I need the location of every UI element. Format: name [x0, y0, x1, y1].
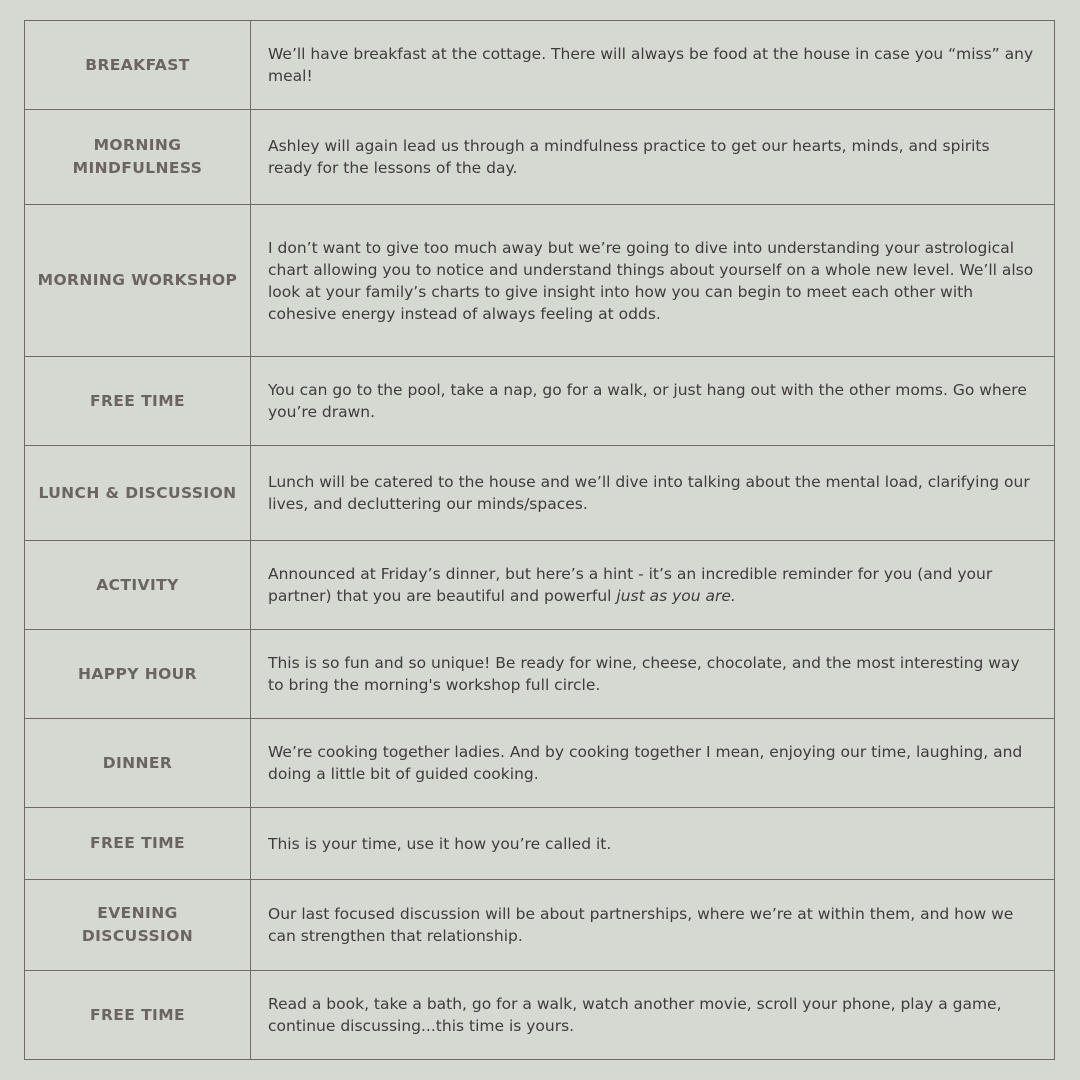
row-label-cell: [25, 719, 251, 808]
table-row: [25, 110, 1055, 205]
table-row: [25, 357, 1055, 446]
table-row: [25, 808, 1055, 880]
row-label: MORNING MINDFULNESS: [72, 136, 203, 177]
row-description: We’ll have breakfast at the cottage. There will always be food at the house in case you “miss” any meal!: [268, 45, 1034, 85]
row-description-cell: [251, 808, 1055, 880]
row-label-cell: [25, 357, 251, 446]
row-description: This is your time, use it how you’re called it.: [268, 834, 612, 853]
row-description: This is so fun and so unique! Be ready for wine, cheese, chocolate, and the most interesting way to bring the morning's workshop full circle.: [268, 654, 1020, 694]
row-label-cell: [25, 880, 251, 971]
row-description-cell: [251, 446, 1055, 541]
row-label-cell: [25, 971, 251, 1060]
row-description: Ashley will again lead us through a mindfulness practice to get our hearts, minds, and spirits ready for the lessons of the day.: [268, 137, 990, 177]
row-label-cell: [25, 808, 251, 880]
row-label-cell: [25, 446, 251, 541]
row-description: You can go to the pool, take a nap, go for a walk, or just hang out with the other moms. Go where you’re drawn.: [268, 381, 1027, 421]
row-label: EVENING DISCUSSION: [81, 904, 194, 945]
row-description-cell: [251, 880, 1055, 971]
table-row: [25, 541, 1055, 630]
row-description-cell: [251, 357, 1055, 446]
table-row: [25, 21, 1055, 110]
row-description-text: Announced at Friday’s dinner, but here’s a hint - it’s an incredible reminder for you (and your partner) that you are beautiful and powerful: [268, 565, 993, 605]
row-label-cell: [25, 541, 251, 630]
row-label-cell: [25, 630, 251, 719]
row-description-cell: [251, 630, 1055, 719]
schedule-table: [24, 20, 1055, 1060]
row-description-emphasis: just as you are.: [616, 587, 736, 605]
row-description-cell: [251, 719, 1055, 808]
row-description: [268, 565, 992, 605]
row-description: Our last focused discussion will be about partnerships, where we’re at within them, and how we can strengthen that relationship.: [268, 905, 1014, 945]
row-description-cell: [251, 205, 1055, 357]
row-label-cell: [25, 110, 251, 205]
row-description-cell: [251, 21, 1055, 110]
table-row: [25, 880, 1055, 971]
row-description: Read a book, take a bath, go for a walk, watch another movie, scroll your phone, play a game, continue discussing...this time is yours.: [268, 995, 1002, 1035]
table-row: [25, 630, 1055, 719]
row-label: HAPPY HOUR: [78, 664, 197, 683]
table-row: [25, 446, 1055, 541]
row-label: FREE TIME: [89, 391, 186, 410]
row-description-cell: [251, 110, 1055, 205]
row-label: DINNER: [102, 753, 173, 772]
row-description: I don’t want to give too much away but we’re going to dive into understanding your astrological chart allowing you to notice and understand things about yourself on a whole new level. We’ll also look at your family’s charts to give insight into how you can begin to meet each other with cohesive energy instead of always feeling at odds.: [268, 238, 1034, 323]
row-description-cell: [251, 971, 1055, 1060]
row-description: We’re cooking together ladies. And by cooking together I mean, enjoying our time, laughing, and doing a little bit of guided cooking.: [268, 743, 1023, 783]
table-row: [25, 719, 1055, 808]
row-label: MORNING WORKSHOP: [37, 271, 238, 289]
row-label: FREE TIME: [89, 1005, 186, 1024]
table-row: [25, 205, 1055, 357]
row-label: BREAKFAST: [85, 55, 190, 74]
row-label: FREE TIME: [89, 834, 186, 852]
row-label-cell: [25, 205, 251, 357]
row-description-cell: [251, 541, 1055, 630]
row-label: LUNCH & DISCUSSION: [38, 483, 237, 502]
table-row: [25, 971, 1055, 1060]
row-label: ACTIVITY: [96, 575, 179, 594]
row-label-cell: [25, 21, 251, 110]
row-description: Lunch will be catered to the house and we’ll dive into talking about the mental load, clarifying our lives, and decluttering our minds/spaces.: [268, 473, 1030, 513]
